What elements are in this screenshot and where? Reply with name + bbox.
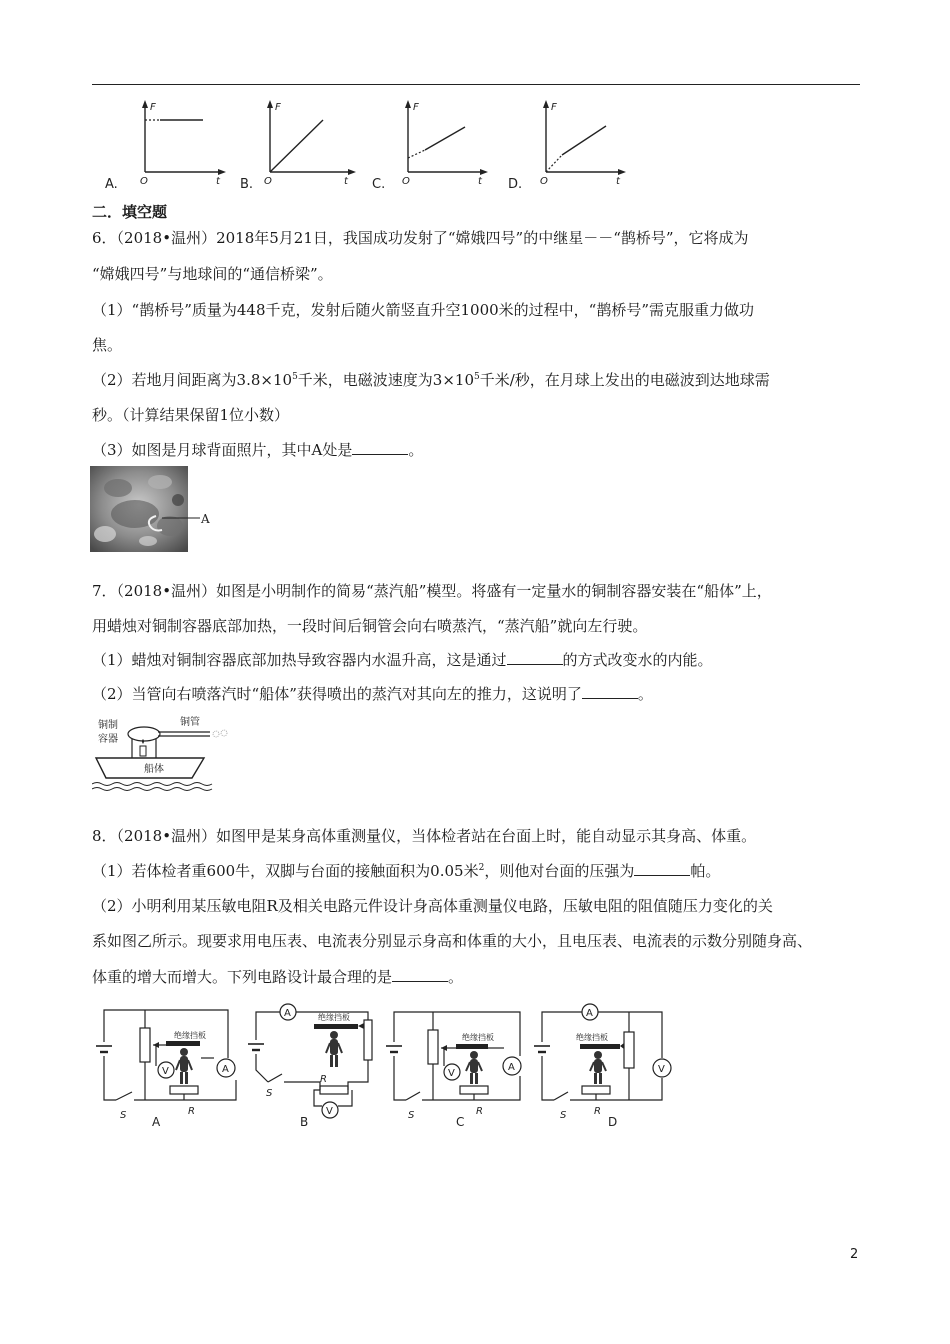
- svg-text:S: S: [266, 1088, 273, 1099]
- moon-point-a-label: A: [201, 512, 210, 526]
- q6-part2-line1: （2）若地月间距离为$3.8\times 10^5$千米，电磁波速度为$3\times 10^5$千米/秒，在月球上发出的电磁波到达地球需: [92, 371, 770, 389]
- svg-text:绝缘挡板: 绝缘挡板: [576, 1033, 608, 1042]
- circuit-option-d: [532, 1000, 692, 1128]
- header-rule: [92, 84, 860, 85]
- q6-line1: 6．（2018•温州）2018年5月21日，我国成功发射了“嫦娥四号”的中继星－－“鹊桥号”，它将成为: [92, 229, 749, 247]
- q8-answer-blank-1[interactable]: [634, 861, 690, 876]
- svg-text:t: t: [616, 176, 620, 187]
- svg-text:铜制: 铜制: [98, 720, 118, 731]
- svg-text:F: F: [413, 102, 419, 113]
- circuit-option-a: [96, 1000, 246, 1128]
- svg-text:S: S: [560, 1110, 567, 1121]
- svg-text:A: A: [152, 1115, 161, 1128]
- svg-text:B.: B.: [240, 177, 254, 192]
- svg-text:t: t: [478, 176, 482, 187]
- svg-text:A: A: [508, 1062, 515, 1073]
- svg-text:F: F: [150, 102, 156, 113]
- svg-text:R: R: [594, 1106, 601, 1117]
- svg-text:S: S: [120, 1110, 127, 1121]
- q7-line1: 7．（2018•温州）如图是小明制作的简易“蒸汽船”模型。将盛有一定量水的铜制容器安装在“船体”上，: [92, 582, 772, 600]
- graph-option-a: [105, 100, 226, 192]
- q8-answer-blank-2[interactable]: [392, 967, 448, 982]
- moon-far-side-photo: [90, 466, 220, 552]
- svg-text:F: F: [551, 102, 557, 113]
- svg-text:O: O: [402, 176, 410, 187]
- steam-boat-figure: [92, 714, 232, 792]
- q6-part1-line2: 焦。: [92, 336, 123, 354]
- q8-part2-line3: 体重的增大而增大。下列电路设计最合理的是 。: [92, 968, 464, 986]
- q7-answer-blank-1[interactable]: [507, 650, 563, 665]
- q7-line2: 用蜡烛对铜制容器底部加热，一段时间后铜管会向右喷蒸汽，“蒸汽船”就向左行驶。: [92, 617, 648, 635]
- q8-part1: （1）若体检者重600牛，双脚与台面的接触面积为0.05米$^2$，则他对台面的压强为 帕。: [92, 862, 721, 880]
- q7-part2: （2）当管向右喷落汽时“船体”获得喷出的蒸汽对其向左的推力，这说明了 。: [92, 685, 653, 703]
- svg-text:O: O: [264, 176, 272, 187]
- svg-text:V: V: [162, 1066, 169, 1077]
- svg-text:铜管: 铜管: [180, 717, 200, 728]
- svg-text:容器: 容器: [98, 734, 118, 745]
- svg-text:F: F: [275, 102, 281, 113]
- svg-text:R: R: [188, 1106, 195, 1117]
- svg-text:绝缘挡板: 绝缘挡板: [174, 1031, 206, 1040]
- page-number: 2: [850, 1247, 859, 1262]
- circuit-option-c: [384, 1000, 534, 1128]
- q8-part2-line2: 系如图乙所示。现要求用电压表、电流表分别显示身高和体重的大小，且电压表、电流表的示数分别随身高、: [92, 932, 813, 950]
- svg-text:V: V: [658, 1064, 665, 1075]
- svg-text:A: A: [222, 1064, 229, 1075]
- svg-text:A: A: [586, 1008, 593, 1019]
- q7-answer-blank-2[interactable]: [582, 684, 638, 699]
- svg-text:B: B: [300, 1115, 309, 1128]
- q7-part1: （1）蜡烛对铜制容器底部加热导致容器内水温升高，这是通过 的方式改变水的内能。: [92, 651, 713, 669]
- svg-text:A.: A.: [105, 177, 118, 192]
- svg-text:V: V: [326, 1106, 333, 1117]
- q8-part2-line1: （2）小明利用某压敏电阻R及相关电路元件设计身高体重测量仪电路，压敏电阻的阻值随压力变化的关: [92, 897, 773, 915]
- svg-text:C: C: [456, 1115, 465, 1128]
- q8-line1: 8．（2018•温州）如图甲是某身高体重测量仪，当体检者站在台面上时，能自动显示其身高、体重。: [92, 827, 757, 845]
- svg-text:D: D: [608, 1115, 618, 1128]
- graph-option-b: [240, 100, 356, 192]
- svg-text:船体: 船体: [144, 764, 164, 775]
- q6-part1-line1: （1）“鹊桥号”质量为448千克，发射后随火箭竖直升空1000米的过程中，“鹊桥号”需克服重力做功: [92, 301, 755, 319]
- svg-text:t: t: [344, 176, 348, 187]
- svg-text:t: t: [216, 176, 220, 187]
- svg-text:A: A: [284, 1008, 291, 1019]
- q6-line2: “嫦娥四号”与地球间的“通信桥梁”。: [92, 265, 333, 283]
- answer-option-graphs: [100, 100, 840, 195]
- svg-text:绝缘挡板: 绝缘挡板: [462, 1033, 494, 1042]
- section-title: 二．填空题: [92, 203, 168, 221]
- svg-text:R: R: [476, 1106, 483, 1117]
- svg-text:C.: C.: [372, 177, 386, 192]
- svg-text:O: O: [540, 176, 548, 187]
- q6-part2-line2: 秒。（计算结果保留1位小数）: [92, 406, 290, 424]
- graph-option-d: [508, 100, 626, 192]
- svg-text:绝缘挡板: 绝缘挡板: [318, 1013, 350, 1022]
- svg-text:S: S: [408, 1110, 415, 1121]
- svg-text:V: V: [448, 1068, 455, 1079]
- q6-part3: （3）如图是月球背面照片，其中A处是 。: [92, 441, 424, 459]
- circuit-option-b: [244, 1000, 394, 1128]
- svg-text:D.: D.: [508, 177, 523, 192]
- graph-option-c: [372, 100, 488, 192]
- q6-answer-blank[interactable]: [352, 440, 408, 455]
- svg-text:R: R: [320, 1074, 327, 1085]
- svg-text:O: O: [140, 176, 148, 187]
